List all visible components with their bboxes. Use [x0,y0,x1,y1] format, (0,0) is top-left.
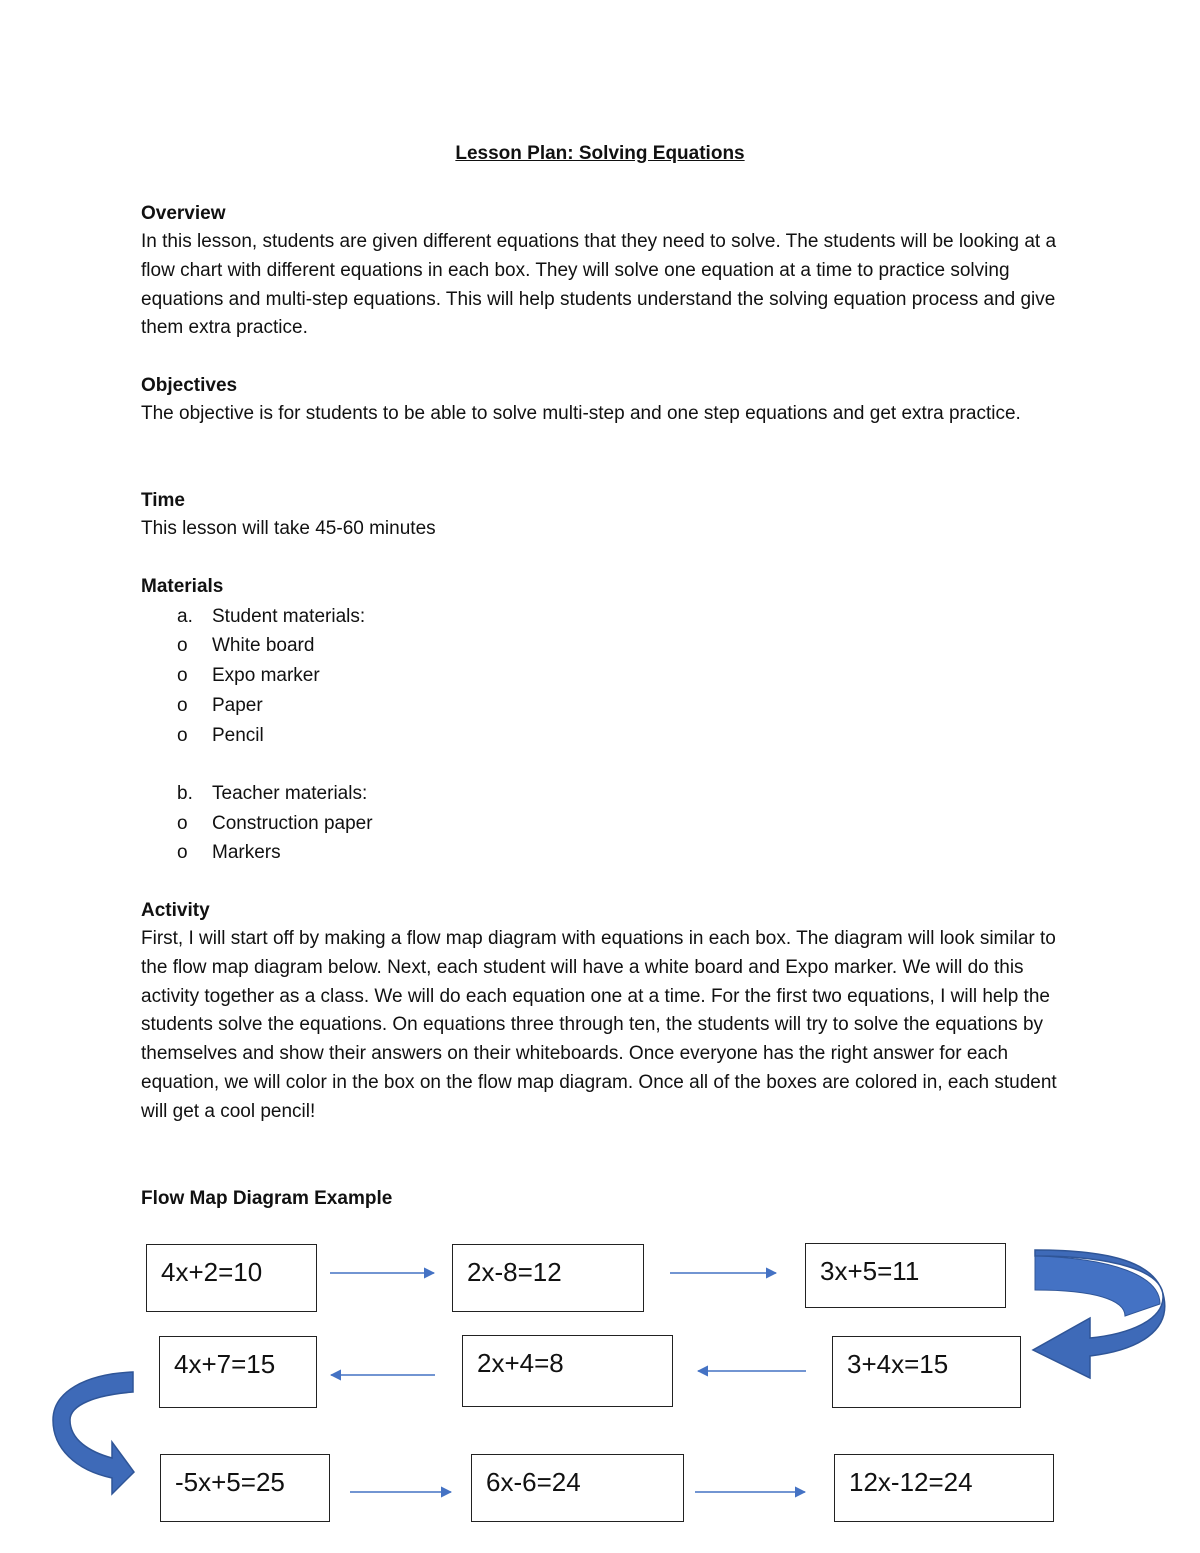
list-item-text: Pencil [212,725,264,746]
list-item-text: Paper [212,695,263,716]
objectives-section [141,371,1071,429]
flow-box: 3x+5=11 [805,1243,1006,1308]
objectives-text: The objective is for students to be able to solve multi-step and one step equations and get extra practice. [141,403,1021,424]
overview-text: In this lesson, students are given different equations that they need to solve. The students will be looking at a flow chart with different equations in each box. They will solve one equation at a time to practice solving equations and multi-step equations. This will help students understand the solving equation process and give them extra practice. [141,231,1057,339]
document-title: Lesson Plan: Solving Equations [455,143,745,164]
bullet-icon: o [177,813,188,834]
time-text: This lesson will take 45-60 minutes [141,518,436,539]
list-item-label: Student materials: [212,606,366,627]
flow-box: -5x+5=25 [160,1454,330,1522]
time-heading: Time [141,490,186,511]
flow-box: 4x+7=15 [159,1336,317,1408]
list-item-text: Markers [212,842,281,863]
bullet-icon: o [177,725,188,746]
materials-section [141,572,1071,601]
flow-box: 2x-8=12 [452,1244,644,1312]
bullet-icon: o [177,695,188,716]
flow-map-section [141,1184,1071,1213]
bullet-icon: o [177,635,188,656]
bullet-icon: o [177,842,188,863]
overview-heading: Overview [141,203,226,224]
curved-arrow-icon [53,1372,134,1494]
list-item-label: Teacher materials: [212,783,368,804]
flow-box: 12x-12=24 [834,1454,1054,1522]
list-marker: b. [177,783,193,804]
flow-box: 6x-6=24 [471,1454,684,1522]
activity-section [141,896,1071,1127]
list-item-text: Expo marker [212,665,320,686]
list-item-text: White board [212,635,315,656]
materials-heading: Materials [141,576,224,597]
flow-box: 2x+4=8 [462,1335,673,1407]
activity-text: First, I will start off by making a flow map diagram with equations in each box. The diagram will look similar to the flow map diagram below. Next, each student will have a white board and Expo marker. We will do this activity together as a class. We will do each equation one at a time. For the first two equations, I will help the students solve the equations. On equations three through ten, the students will try to solve the equations by themselves and show their answers on their whiteboards. Once everyone has the right answer for each equation, we will color in the box on the flow map diagram. Once all of the boxes are colored in, each student will get a cool pencil! [141,928,1057,1122]
objectives-heading: Objectives [141,375,238,396]
time-section [141,486,1071,544]
list-item-text: Construction paper [212,813,373,834]
list-marker: a. [177,606,193,627]
flow-box: 4x+2=10 [146,1244,317,1312]
flow-box: 3+4x=15 [832,1336,1021,1408]
bullet-icon: o [177,665,188,686]
flow-map-heading: Flow Map Diagram Example [141,1188,393,1209]
activity-heading: Activity [141,900,210,921]
curved-arrow-icon [1033,1250,1165,1378]
overview-section [141,199,1071,343]
